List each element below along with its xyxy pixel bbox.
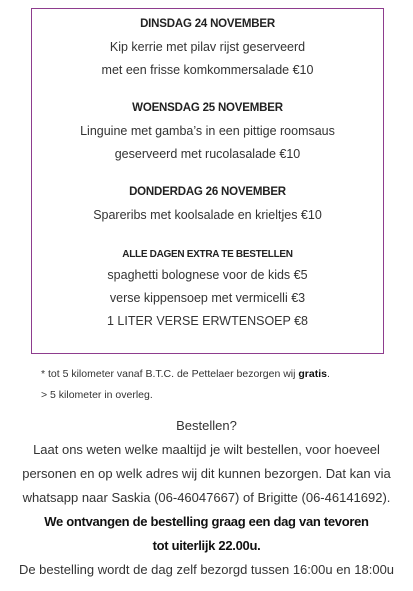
day2-dish-line1: Linguine met gamba’s in een pittige roomsaus [80,124,335,138]
extra-item-pea-soup: 1 LITER VERSE ERWTENSOEP €8 [107,314,308,328]
order-deadline-line2: tot uiterlijk 22.00u. [152,538,261,553]
day3-dish-line1: Spareribs met koolsalade en krieltjes €10 [93,208,322,222]
extra-heading: ALLE DAGEN EXTRA TE BESTELLEN [122,249,293,260]
order-title: Bestellen? [176,418,237,433]
delivery-note-text: * tot 5 kilometer vanaf B.T.C. de Pettelaer bezorgen wij [41,368,299,380]
menu-box [31,8,384,354]
extra-item-soup: verse kippensoep met vermicelli €3 [109,291,306,305]
delivery-note-free: gratis [298,368,327,380]
day2-heading: WOENSDAG 25 NOVEMBER [132,102,283,114]
delivery-note-end: . [326,368,330,380]
day1-dish-line2: met een frisse komkommersalade €10 [101,63,314,77]
order-deadline-line1: We ontvangen de bestelling graag een dag van tevoren [44,514,369,529]
extra-item-kids: spaghetti bolognese voor de kids €5 [107,268,308,282]
order-text-line2: personen en op welk adres wij dit kunnen bezorgen. Dat kan via [22,466,391,481]
day1-heading: DINSDAG 24 NOVEMBER [140,18,275,30]
order-text-line3: whatsapp naar Saskia (06-46047667) of Brigitte (06-46141692). [22,490,391,505]
day1-dish-line1: Kip kerrie met pilav rijst geserveerd [109,40,306,54]
order-text-line1: Laat ons weten welke maaltijd je wilt bestellen, voor hoeveel [33,442,380,457]
day2-dish-line2: geserveerd met rucolasalade €10 [114,147,301,161]
order-delivery-time: De bestelling wordt de dag zelf bezorgd tussen 16:00u en 18:00u [18,562,395,577]
distance-note: > 5 kilometer in overleg. [41,389,153,401]
delivery-note [41,368,330,380]
day3-heading: DONDERDAG 26 NOVEMBER [129,186,286,198]
